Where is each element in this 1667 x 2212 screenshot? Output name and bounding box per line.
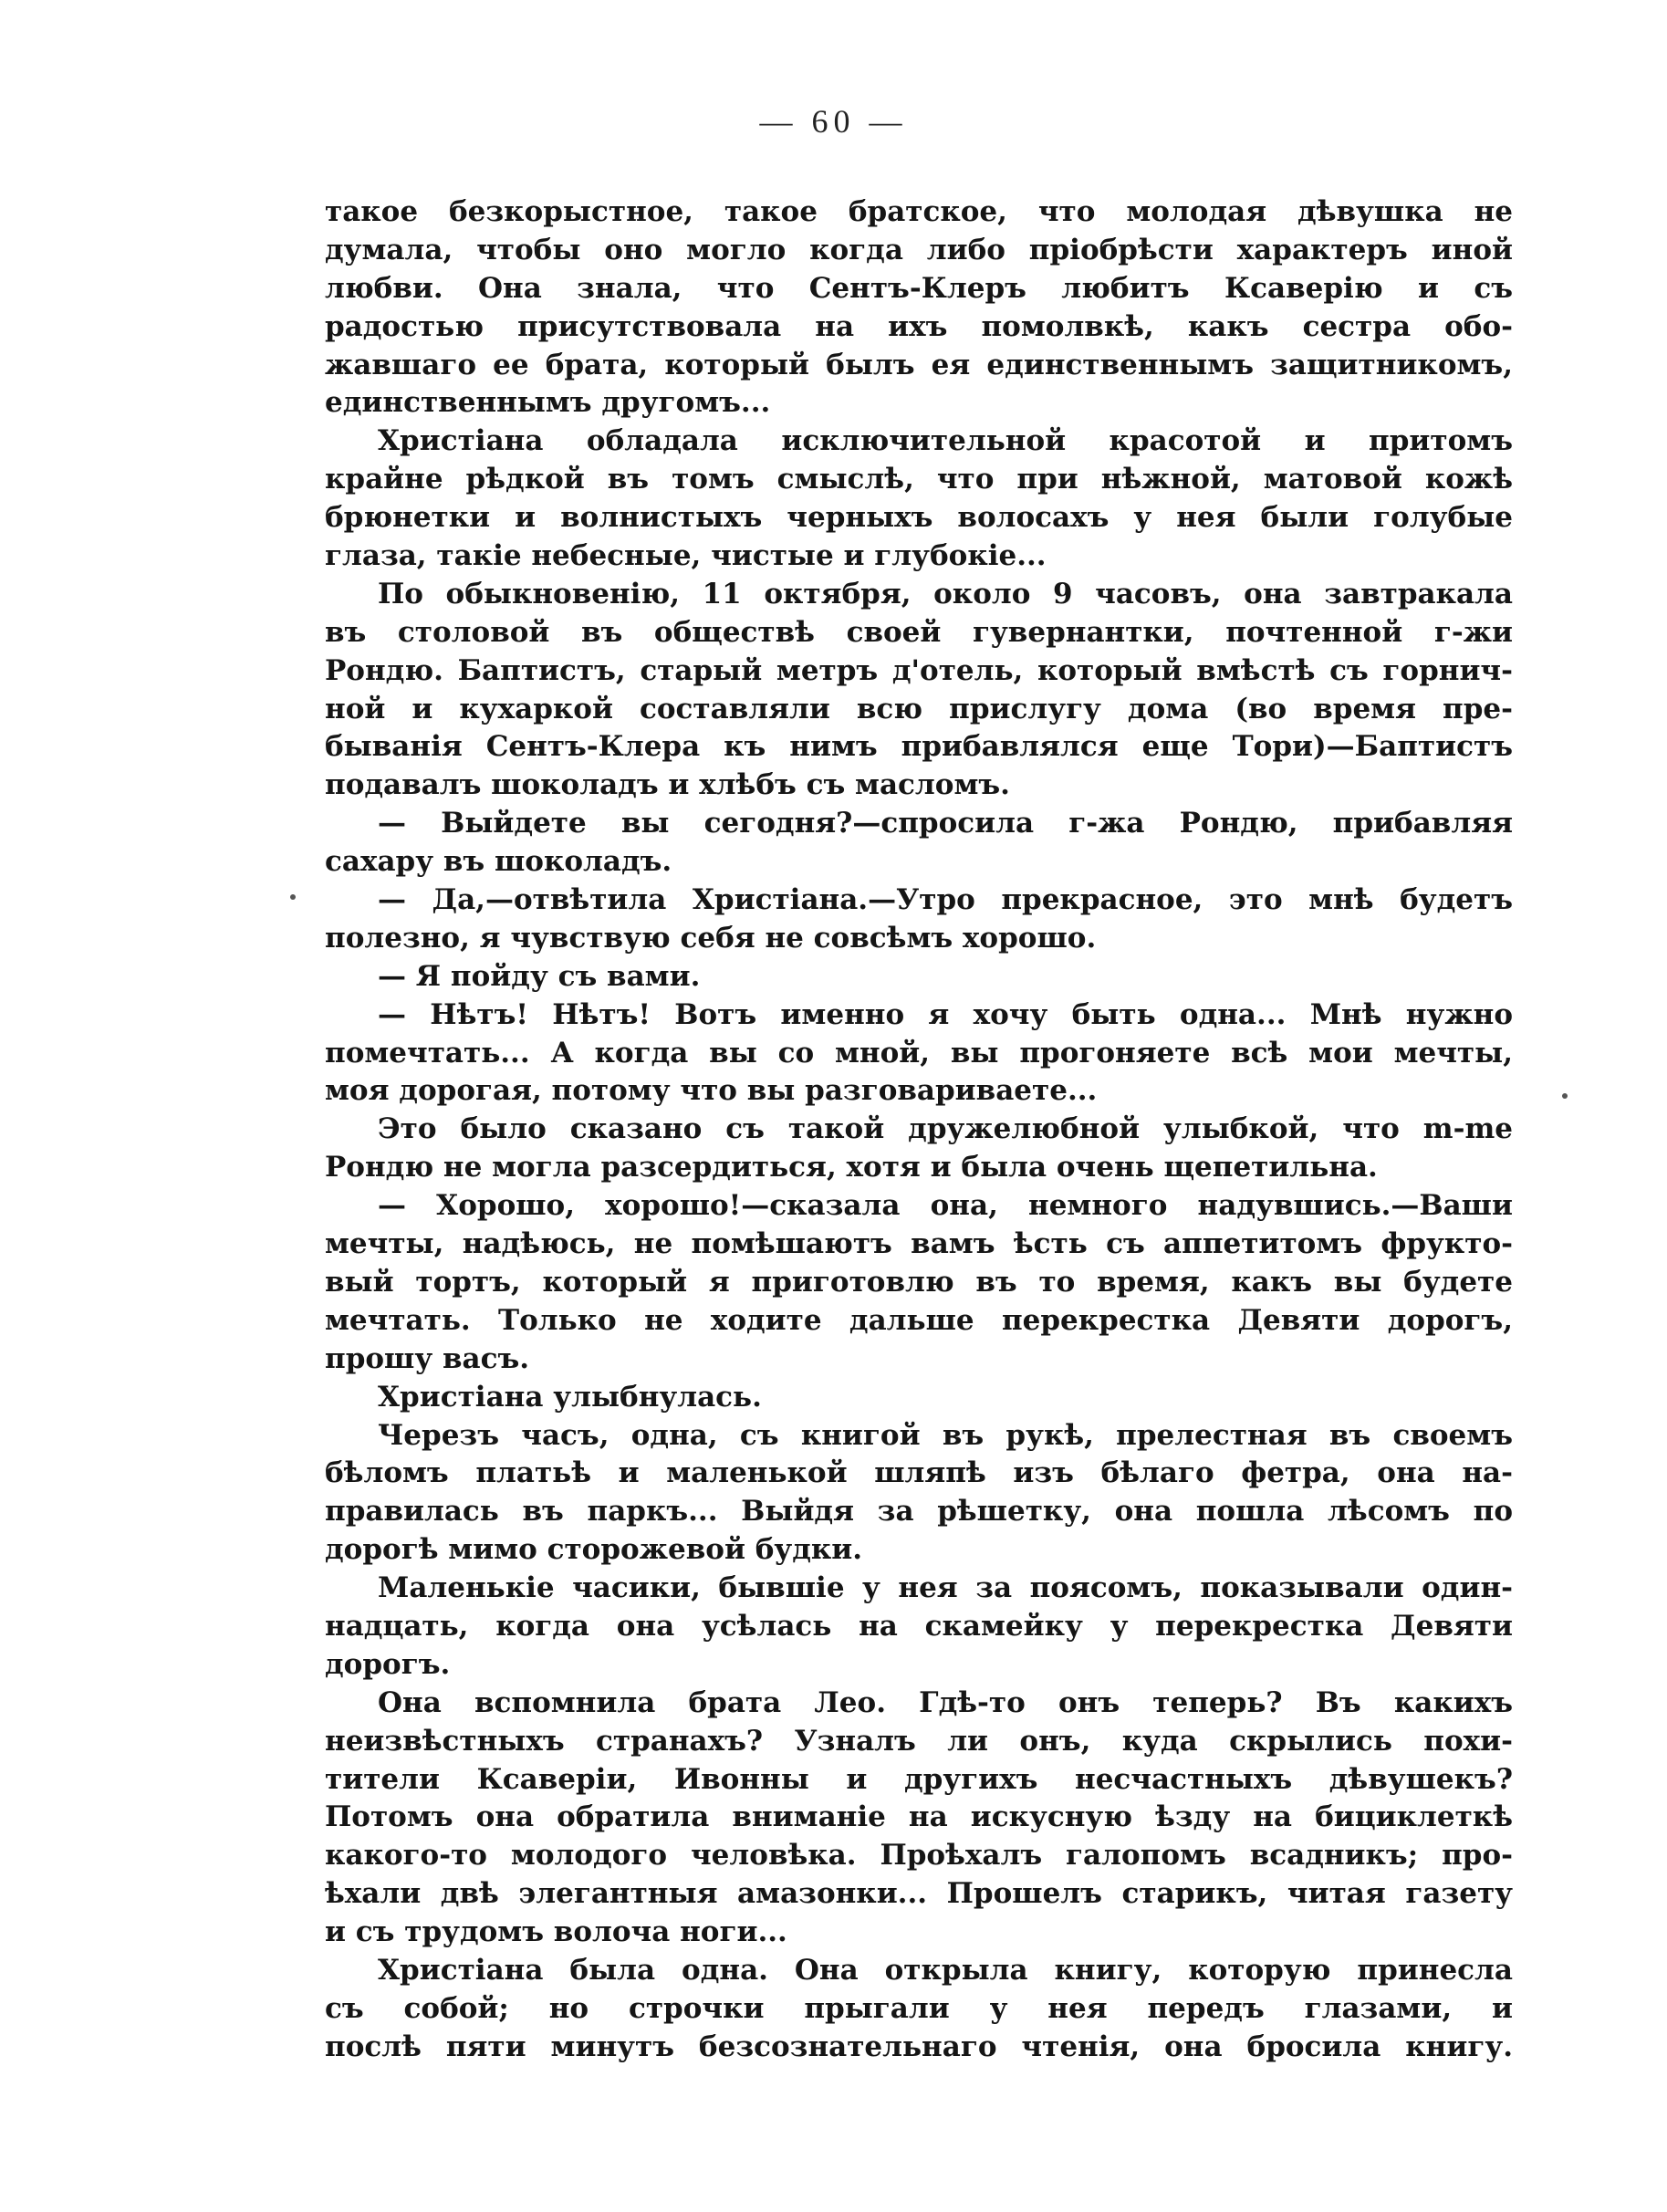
text-line: послѣ пяти минутъ безсознательнаго чтенія, она бросила книгу. bbox=[325, 2029, 1513, 2063]
text-line: надцать, когда она усѣлась на скамейку у перекрестка Девяти bbox=[325, 1609, 1513, 1643]
text-line: дорогѣ мимо сторожевой будки. bbox=[325, 1533, 863, 1567]
text-line: брюнетки и волнистыхъ черныхъ волосахъ у нея были голубые bbox=[325, 501, 1513, 535]
text-line: любви. Она знала, что Сентъ-Клеръ любитъ Ксаверію и съ bbox=[325, 271, 1513, 305]
text-line: жавшаго ее брата, который былъ ея единственнымъ защитникомъ, bbox=[325, 348, 1513, 381]
text-line: Она вспомнила брата Лео. Гдѣ-то онъ теперь? Въ какихъ bbox=[378, 1685, 1513, 1719]
scan-speck bbox=[290, 894, 296, 900]
text-line: Маленькіе часики, бывшіе у нея за поясомъ, показывали один- bbox=[378, 1571, 1513, 1605]
text-line: подавалъ шоколадъ и хлѣбъ съ масломъ. bbox=[325, 768, 1010, 802]
text-line: моя дорогая, потому что вы разговариваете... bbox=[325, 1074, 1098, 1108]
text-line: единственнымъ другомъ... bbox=[325, 386, 771, 420]
text-line: — Нѣтъ! Нѣтъ! Вотъ именно я хочу быть одна... Мнѣ нужно bbox=[378, 997, 1513, 1031]
text-line: — Выйдете вы сегодня?—спросила г-жа Рондю, прибавляя bbox=[378, 807, 1513, 840]
text-line: мечтать. Только не ходите дальше перекрестка Девяти дорогъ, bbox=[325, 1303, 1513, 1337]
text-line: Рондю не могла разсердиться, хотя и была очень щепетильна. bbox=[325, 1151, 1378, 1184]
text-line: Христіана обладала исключительной красотой и притомъ bbox=[378, 424, 1513, 458]
text-line: неизвѣстныхъ странахъ? Узналъ ли онъ, куда скрылись похи- bbox=[325, 1724, 1513, 1758]
text-line: Христіана была одна. Она открыла книгу, которую принесла bbox=[378, 1953, 1513, 1987]
text-line: вый тортъ, который я приготовлю въ то время, какъ вы будете bbox=[325, 1265, 1513, 1299]
scan-speck bbox=[1562, 1093, 1568, 1099]
text-line: и съ трудомъ волоча ноги... bbox=[325, 1915, 787, 1949]
body-text bbox=[325, 193, 1513, 2067]
text-line: какого-то молодого человѣка. Проѣхалъ галопомъ всадникъ; про- bbox=[325, 1839, 1513, 1873]
text-line: быванія Сентъ-Клера къ нимъ прибавлялся еще Тори)—Баптистъ bbox=[325, 730, 1513, 764]
text-line: Потомъ она обратила вниманіе на искусную ѣзду на бициклеткѣ bbox=[325, 1800, 1513, 1834]
text-line: Рондю. Баптистъ, старый метръ д'отель, который вмѣстѣ съ горнич- bbox=[325, 653, 1513, 687]
text-line: — Я пойду съ вами. bbox=[378, 959, 701, 993]
text-line: ной и кухаркой составляли всю прислугу дома (во время пре- bbox=[325, 692, 1513, 725]
text-line: Это было сказано съ такой дружелюбной улыбкой, что m-me bbox=[378, 1112, 1513, 1146]
text-line: глаза, такіе небесные, чистые и глубокіе... bbox=[325, 539, 1047, 573]
text-line: — Хорошо, хорошо!—сказала она, немного надувшись.—Ваши bbox=[378, 1189, 1513, 1223]
text-line: — Да,—отвѣтила Христіана.—Утро прекрасное, это мнѣ будетъ bbox=[378, 883, 1513, 917]
text-line: прошу васъ. bbox=[325, 1341, 530, 1375]
page-number: — 60 — bbox=[759, 103, 908, 140]
text-line: мечты, надѣюсь, не помѣшаютъ вамъ ѣсть съ аппетитомъ фрукто- bbox=[325, 1227, 1513, 1261]
text-line: дорогъ. bbox=[325, 1647, 451, 1681]
text-line: Христіана улыбнулась. bbox=[378, 1380, 762, 1414]
text-line: правилась въ паркъ... Выйдя за рѣшетку, она пошла лѣсомъ по bbox=[325, 1495, 1513, 1529]
text-line: тители Ксаверіи, Ивонны и другихъ несчастныхъ дѣвушекъ? bbox=[325, 1762, 1513, 1796]
text-line: По обыкновенію, 11 октября, около 9 часовъ, она завтракала bbox=[378, 577, 1513, 610]
text-line: въ столовой въ обществѣ своей гувернантки, почтенной г-жи bbox=[325, 615, 1513, 649]
text-line: бѣломъ платьѣ и маленькой шляпѣ изъ бѣлаго фетра, она на- bbox=[325, 1456, 1513, 1490]
text-line: ѣхали двѣ элегантныя амазонки... Прошелъ старикъ, читая газету bbox=[325, 1877, 1513, 1911]
text-line: съ собой; но строчки прыгали у нея передъ глазами, и bbox=[325, 1991, 1513, 2025]
text-line: крайне рѣдкой въ томъ смыслѣ, что при нѣжной, матовой кожѣ bbox=[325, 463, 1513, 496]
text-line: сахару въ шоколадъ. bbox=[325, 845, 672, 879]
text-line: полезно, я чувствую себя не совсѣмъ хорошо. bbox=[325, 921, 1097, 955]
text-line: такое безкорыстное, такое братское, что молодая дѣвушка не bbox=[325, 195, 1513, 228]
text-line: радостью присутствовала на ихъ помолвкѣ, какъ сестра обо- bbox=[325, 309, 1513, 343]
text-line: думала, чтобы оно могло когда либо пріобрѣсти характеръ иной bbox=[325, 233, 1513, 266]
text-line: помечтать... А когда вы со мной, вы прогоняете всѣ мои мечты, bbox=[325, 1036, 1513, 1069]
text-line: Черезъ часъ, одна, съ книгой въ рукѣ, прелестная въ своемъ bbox=[378, 1418, 1513, 1452]
